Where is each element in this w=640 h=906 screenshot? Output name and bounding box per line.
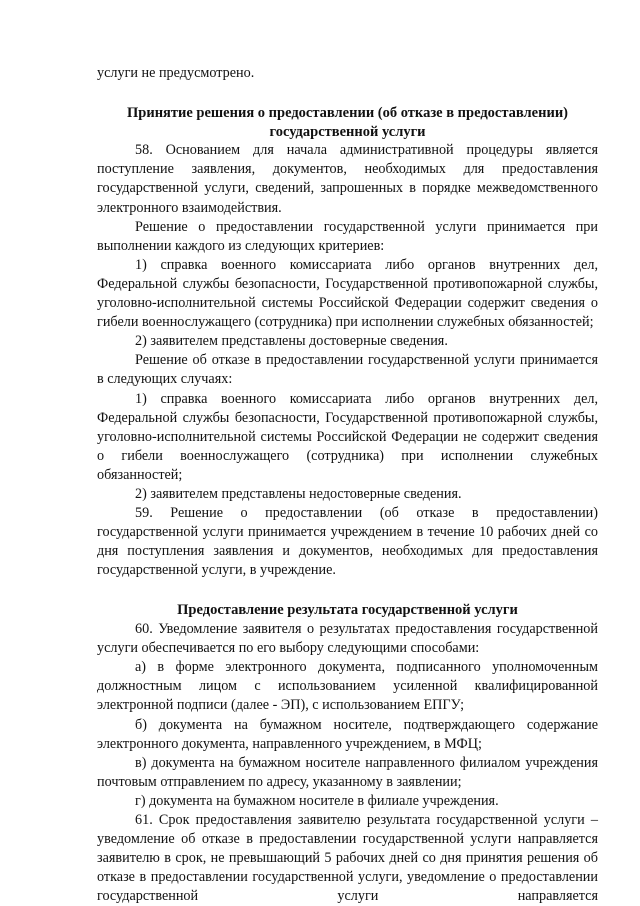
paragraph-60: 60. Уведомление заявителя о результатах предоставления государственной услуги обеспечивается по его выбору следующими способами: bbox=[97, 621, 598, 657]
method-v: в) документа на бумажном носителе направленного филиалом учреждения почтовым отправлением по адресу, указанному в заявлении; bbox=[97, 754, 598, 790]
refusal-case-1: 1) справка военного комиссариата либо органов внутренних дел, Федеральной службы безопасности, Государственной противопожарной службы, уголовно-исполнительной системы Российской Федерации не содержит сведения о гибели военнослужащего (сотрудника) при исполнении служебных обязанностей; bbox=[97, 390, 598, 483]
method-g: г) документа на бумажном носителе в филиале учреждения. bbox=[135, 792, 499, 809]
paragraph-refusal: Решение об отказе в предоставлении государственной услуги принимается в следующих случаях: bbox=[97, 352, 598, 388]
paragraph-61: 61. Срок предоставления заявителю результата государственной услуги – уведомление об отказе в предоставлении государственной услуги направляется заявителю в срок, не превышающий 5 рабочих дней со дня принятия решения об отказе в предоставлении государственной услуги, уведомление о предоставлении государственной услуги направляется bbox=[97, 811, 598, 905]
intro-tail: услуги не предусмотрено. bbox=[97, 65, 255, 81]
method-b: б) документа на бумажном носителе, подтверждающего содержание электронного документа, направленного учреждением, в МФЦ; bbox=[97, 716, 598, 752]
section-heading-result: Предоставление результата государственной услуги bbox=[177, 602, 518, 619]
section-heading-decision: Принятие решения о предоставлении (об отказе в предоставлении) государственной услуги bbox=[127, 105, 568, 140]
paragraph-59: 59. Решение о предоставлении (об отказе в предоставлении) государственной услуги принимается учреждением в течение 10 рабочих дней со дня поступления заявления и документов, необходимых для предоставления государственной услуги, в учреждение. bbox=[97, 505, 598, 579]
method-a: а) в форме электронного документа, подписанного уполномоченным должностным лицом с использованием усиленной квалифицированной электронной подписи (далее - ЭП), с использованием ЕПГУ; bbox=[97, 659, 598, 714]
refusal-case-2: 2) заявителем представлены недостоверные сведения. bbox=[135, 485, 462, 502]
paragraph-58: 58. Основанием для начала административной процедуры является поступление заявления, документов, необходимых для предоставления государственной услуги, сведений, запрошенных в порядке межведомственного электронного взаимодействия. bbox=[97, 142, 598, 216]
paragraph-decision-criteria: Решение о предоставлении государственной услуги принимается при выполнении каждого из следующих критериев: bbox=[97, 218, 598, 254]
criterion-2: 2) заявителем представлены достоверные сведения. bbox=[135, 333, 448, 350]
criterion-1: 1) справка военного комиссариата либо органов внутренних дел, Федеральной службы безопасности, Государственной противопожарной службы, уголовно-исполнительной системы Российской Федерации содержит сведения о гибели военнослужащего (сотрудника) при исполнении служебных обязанностей; bbox=[97, 256, 598, 331]
